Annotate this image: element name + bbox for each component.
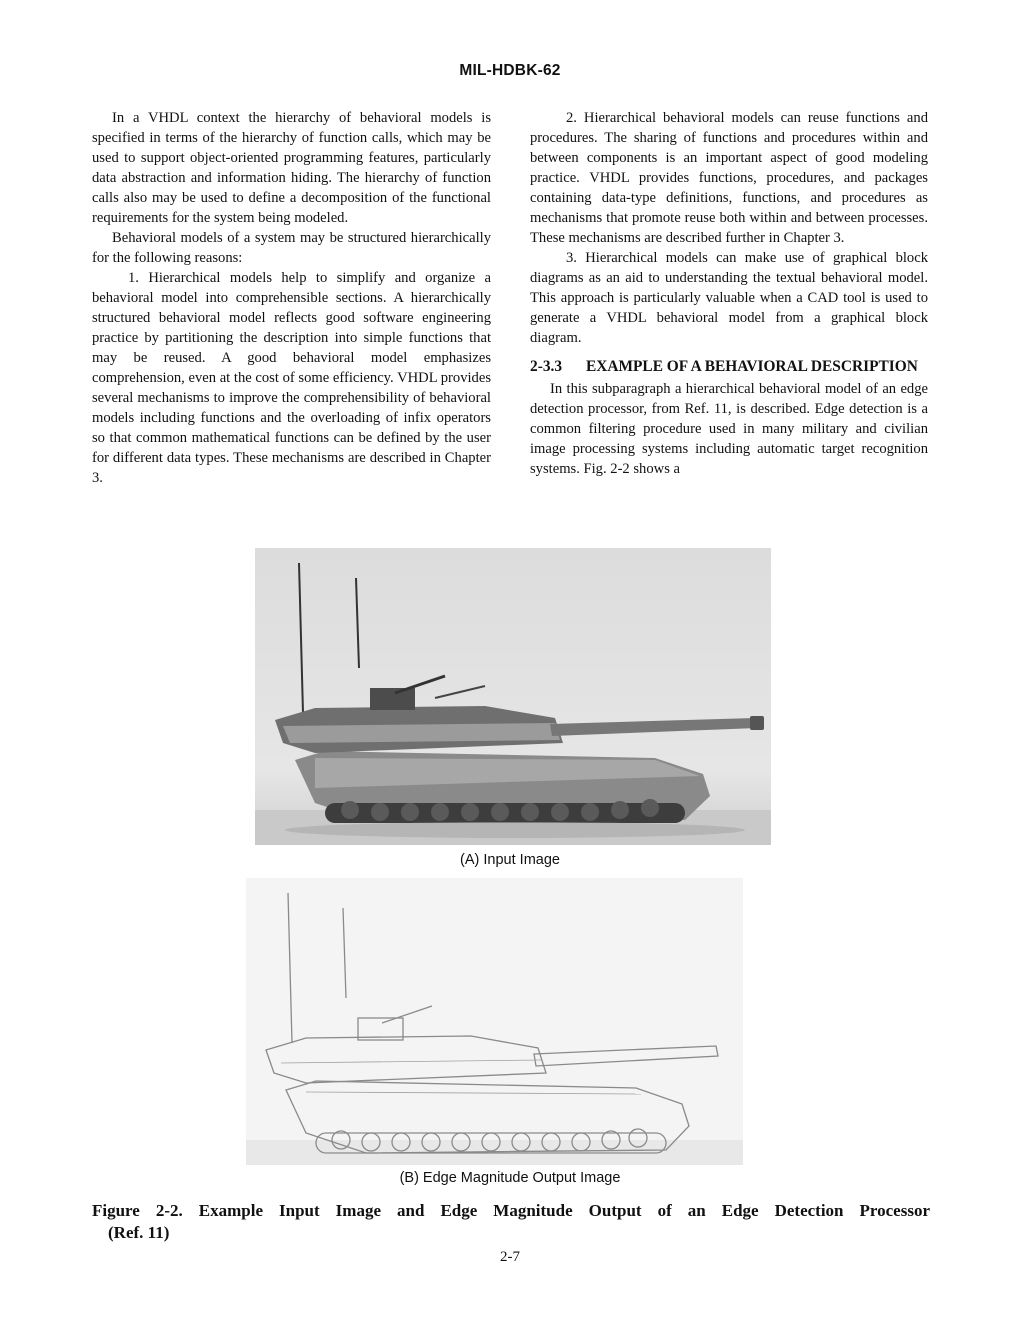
right-column (530, 108, 928, 479)
paragraph-vhdl-hierarchy: In a VHDL context the hierarchy of behavioral models is specified in terms of the hierarchy of function calls, which may be used to support object-oriented programming features, particularly data abstraction and information hiding. The hierarchy of function calls also may be used to define a decomposition of the functional requirements for the system being modeled. (92, 110, 491, 226)
paragraph-reason-1: 1. Hierarchical models help to simplify and organize a behavioral model into comprehensible sections. A hierarchically structured behavioral model reflects good software engineering practice by partitioning the description into simple functions that may be reused. A good behavioral model emphasizes comprehension, even at the cost of some efficiency. VHDL provides several mechanisms to improve the comprehensibility of behavioral models including functions and the overloading of infix operators so that common mathematical functions can be defined by the user for different data types. These mechanisms are described in Chapter 3. (92, 270, 491, 486)
section-title: EXAMPLE OF A BEHAVIORAL DESCRIPTION (586, 358, 918, 375)
sub-caption-b: (B) Edge Magnitude Output Image (399, 1170, 621, 1186)
input-image-tank-photo (255, 548, 771, 845)
sub-caption-a: (A) Input Image (460, 852, 560, 868)
document-header: MIL-HDBK-62 (459, 62, 561, 79)
edge-magnitude-output-image (246, 878, 743, 1165)
paragraph-reason-3: 3. Hierarchical models can make use of graphical block diagrams as an aid to understanding the textual behavioral model. This approach is particularly valuable when a CAD tool is used to generate a VHDL behavioral model from a graphical block diagram. (530, 250, 928, 346)
section-heading (530, 357, 928, 377)
paragraph-edge-detection: In this subparagraph a hierarchical behavioral model of an edge detection processor, from Ref. 11, is described. Edge detection is a common filtering procedure used in many military and civilian image processing systems including automatic target recognition systems. Fig. 2-2 shows a (530, 381, 928, 477)
page-number: 2-7 (500, 1249, 520, 1265)
figure-caption-line-2: (Ref. 11) (108, 1223, 170, 1242)
figure-caption (92, 1200, 930, 1244)
paragraph-reason-2: 2. Hierarchical behavioral models can reuse functions and procedures. The sharing of functions and procedures within and between components is an important aspect of good modeling practice. VHDL provides functions, procedures, and packages containing data-type definitions, functions, and procedures as mechanisms that promote reuse both within and between processes. These mechanisms are described further in Chapter 3. (530, 110, 928, 246)
figure-caption-line-1: Figure 2-2. Example Input Image and Edge Magnitude Output of an Edge Detection Processor (92, 1201, 930, 1220)
section-number: 2-3.3 (530, 358, 563, 375)
left-column (92, 108, 491, 488)
paragraph-reasons-intro: Behavioral models of a system may be structured hierarchically for the following reasons: (92, 230, 491, 266)
